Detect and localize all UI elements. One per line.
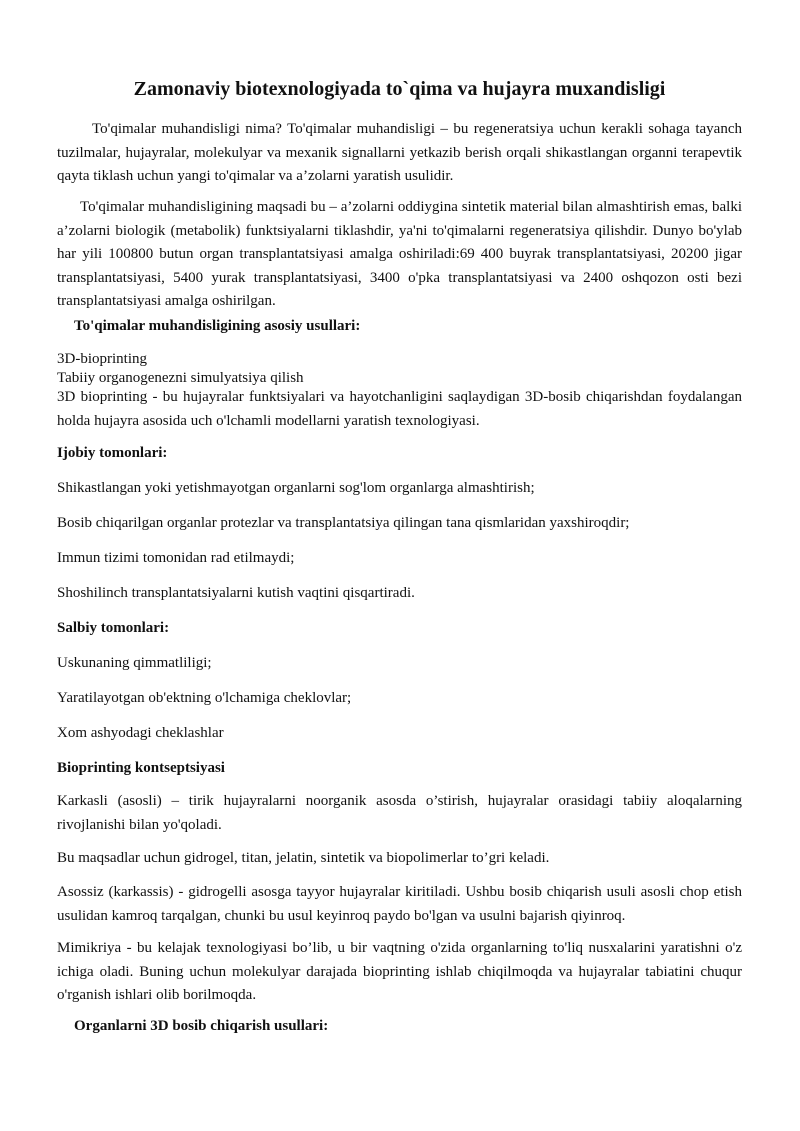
pros-item: Shikastlangan yoki yetishmayotgan organlarni sog'lom organlarga almashtirish; [57, 480, 535, 496]
method-item-organogenesis: Tabiiy organogenezni simulyatsiya qilish [57, 370, 304, 386]
pros-item: Shoshilinch transplantatsiyalarni kutish vaqtini qisqartiradi. [57, 585, 415, 601]
pros-item: Bosib chiqarilgan organlar protezlar va transplantatsiya qilingan tana qismlaridan yaxshiroqdir; [57, 515, 630, 531]
organs-heading: Organlarni 3D bosib chiqarish usullari: [74, 1018, 329, 1034]
document-title: Zamonaviy biotexnologiyada to`qima va hujayra muxandisligi [133, 78, 666, 100]
cons-item: Xom ashyodagi cheklashlar [57, 725, 224, 741]
concept-heading: Bioprinting kontseptsiyasi [57, 760, 225, 776]
methods-heading: To'qimalar muhandisligining asosiy usullari: [74, 318, 361, 334]
concept-paragraph-4: Mimikriya - bu kelajak texnologiyasi bo’lib, u bir vaqtning o'zida organlarning to'liq nusxalarini yaratishni o'z ichiga oladi. Buning uchun molekulyar darajada bioprinting ishlab chiqilmoqda va hujayralar tabiatini chuqur o'rganish ishlari olib borilmoqda. [57, 940, 742, 1003]
cons-heading: Salbiy tomonlari: [57, 620, 170, 636]
concept-paragraph-1: Karkasli (asosli) – tirik hujayralarni noorganik asosda o’stirish, hujayralar orasidagi tabiiy aloqalarning rivojlanishi bilan yo'qoladi. [57, 793, 742, 833]
pros-item: Immun tizimi tomonidan rad etilmaydi; [57, 550, 295, 566]
concept-paragraph-2: Bu maqsadlar uchun gidrogel, titan, jelatin, sintetik va biopolimerlar to’gri keladi. [57, 850, 550, 866]
intro-paragraph-1: To'qimalar muhandisligi nima? To'qimalar muhandisligi – bu regeneratsiya uchun kerakli sohaga tayanch tuzilmalar, hujayralar, molekulyar va mexanik signallarni yetkazib berish orqali shikastlangan organni terapevtik qayta tiklash uchun yangi to'qimalar va a’zolarni yaratish usulidir. [57, 121, 742, 184]
cons-item: Yaratilayotgan ob'ektning o'lchamiga cheklovlar; [57, 690, 352, 706]
method-item-bioprinting: 3D-bioprinting [57, 351, 147, 367]
intro-paragraph-2: To'qimalar muhandisligining maqsadi bu – a’zolarni oddiygina sintetik material bilan almashtirish emas, balki a’zolarni biologik (metabolik) funktsiyalarni tiklashdir, ya'ni to'qimalarni regeneratsiya qilishdir. Dunyo bo'ylab har yili 100800 butun organ transplantatsiyasi amalga oshiriladi:69 400 buyrak transplantatsiyasi, 20200 jigar transplantatsiyasi, 5400 yurak transplantatsiyasi, 3400 o'pka transplantatsiyasi va 2400 oshqozon osti bezi transplantatsiyasi amalga oshirilgan. [57, 199, 742, 309]
pros-heading: Ijobiy tomonlari: [57, 445, 168, 461]
method-description: 3D bioprinting - bu hujayralar funktsiyalari va hayotchanligini saqlaydigan 3D-bosib chiqarishdan foydalangan holda hujayra asosida uch o'lchamli modellarni yaratish texnologiyasi. [57, 389, 742, 429]
cons-item: Uskunaning qimmatliligi; [57, 655, 212, 671]
concept-paragraph-3: Asossiz (karkassis) - gidrogelli asosga tayyor hujayralar kiritiladi. Ushbu bosib chiqarish usuli asosli chop etish usulidan kamroq tarqalgan, chunki bu usul keyinroq paydo bo'lgan va usulni bajarish qiyinroq. [57, 884, 742, 924]
